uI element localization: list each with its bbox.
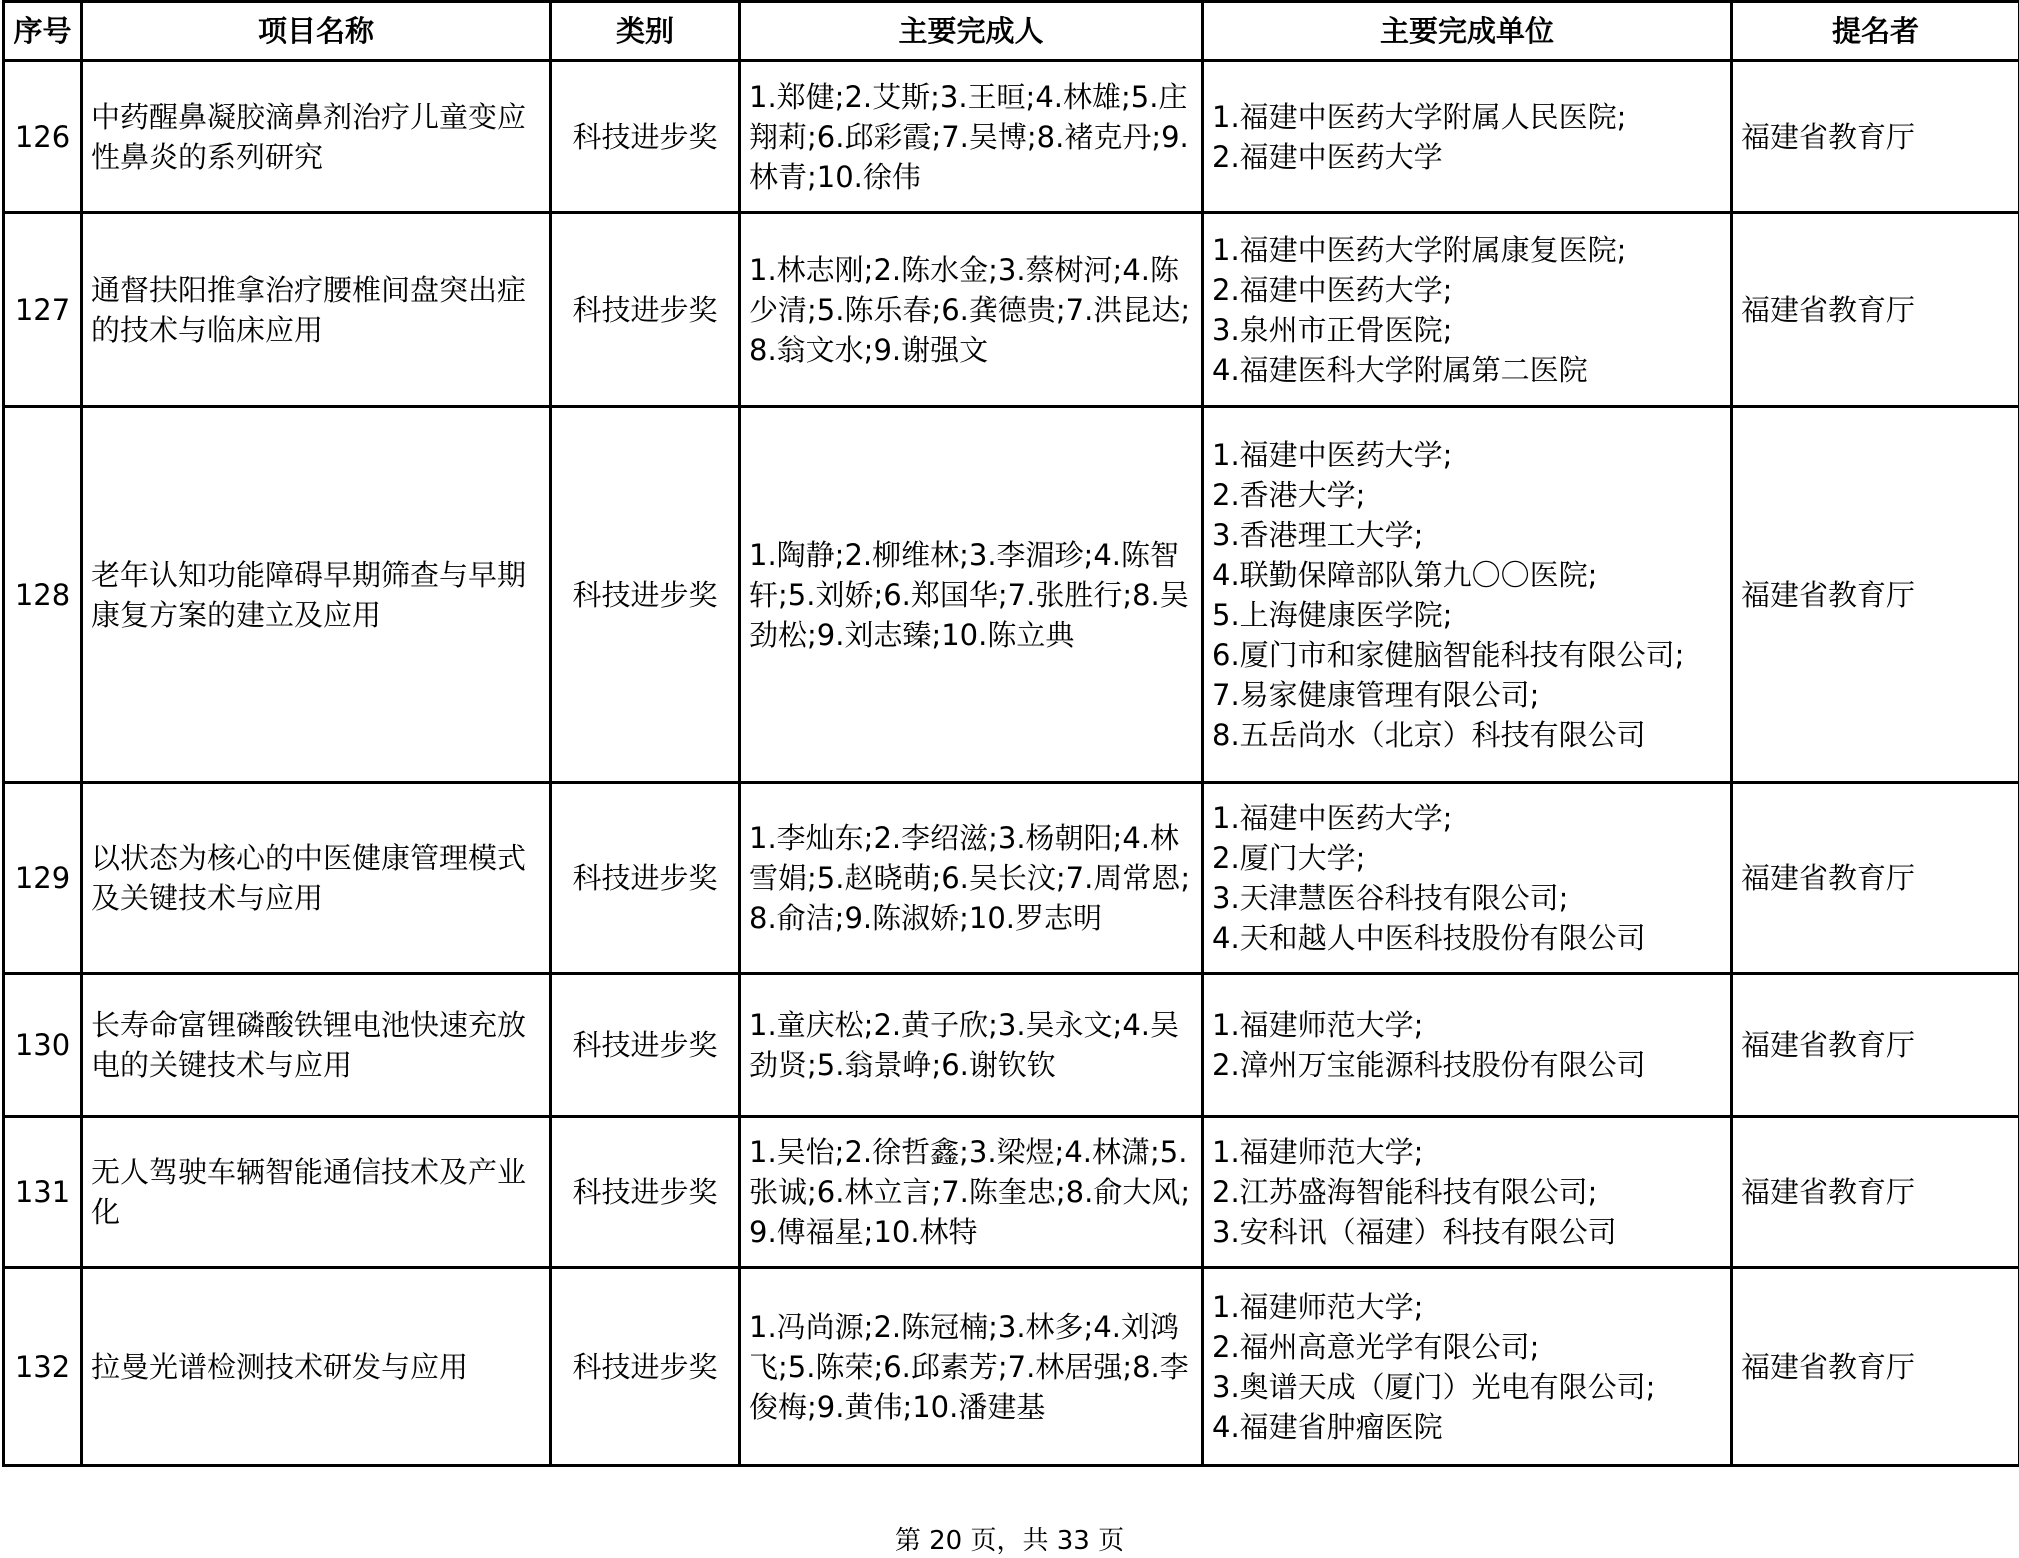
cell-seq: 127 <box>4 213 82 407</box>
unit-line: 7.易家健康管理有限公司; <box>1212 677 1540 712</box>
table-row <box>4 974 2019 1117</box>
cell-main-people: 1.童庆松;2.黄子欣;3.吴永文;4.吴劲贤;5.翁景峥;6.谢钦钦 <box>740 974 1203 1117</box>
cell-main-people: 1.林志刚;2.陈水金;3.蔡树河;4.陈少清;5.陈乐春;6.龚德贵;7.洪昆达;8.翁文水;9.谢强文 <box>740 213 1203 407</box>
page-number: 第 20 页，共 33 页 <box>894 1526 1125 1556</box>
unit-line: 3.泉州市正骨医院; <box>1212 312 1453 347</box>
unit-line: 3.天津慧医谷科技有限公司; <box>1212 881 1569 915</box>
cell-main-units <box>1203 213 1732 407</box>
unit-line: 6.厦门市和家健脑智能科技有限公司; <box>1212 637 1685 672</box>
cell-seq: 128 <box>4 407 82 783</box>
unit-line: 4.天和越人中医科技股份有限公司 <box>1212 921 1646 955</box>
cell-main-people: 1.李灿东;2.李绍滋;3.杨朝阳;4.林雪娟;5.赵晓萌;6.吴长汶;7.周常恩;8.俞洁;9.陈淑娇;10.罗志明 <box>740 783 1203 974</box>
unit-line: 3.奥谱天成（厦门）光电有限公司; <box>1212 1369 1656 1404</box>
unit-line: 2.福州高意光学有限公司; <box>1212 1329 1540 1364</box>
cell-project-name: 通督扶阳推拿治疗腰椎间盘突出症的技术与临床应用 <box>82 213 551 407</box>
cell-category: 科技进步奖 <box>551 213 740 407</box>
table-row <box>4 213 2019 407</box>
unit-line: 1.福建师范大学; <box>1212 1135 1424 1169</box>
unit-line: 2.福建中医药大学; <box>1212 272 1453 307</box>
header-seq: 序号 <box>4 2 82 61</box>
cell-category: 科技进步奖 <box>551 61 740 213</box>
unit-line: 2.漳州万宝能源科技股份有限公司 <box>1212 1048 1646 1082</box>
table-row <box>4 783 2019 974</box>
unit-line: 1.福建中医药大学附属康复医院; <box>1212 232 1627 267</box>
unit-line: 1.福建中医药大学; <box>1212 437 1453 472</box>
cell-category: 科技进步奖 <box>551 783 740 974</box>
cell-nominator: 福建省教育厅 <box>1732 1117 2019 1268</box>
unit-line: 2.江苏盛海智能科技有限公司; <box>1212 1175 1598 1209</box>
cell-main-people: 1.陶静;2.柳维林;3.李湄珍;4.陈智轩;5.刘娇;6.郑国华;7.张胜行;8.吴劲松;9.刘志臻;10.陈立典 <box>740 407 1203 783</box>
table-row <box>4 61 2019 213</box>
header-category: 类别 <box>551 2 740 61</box>
cell-seq: 132 <box>4 1268 82 1466</box>
unit-line: 2.厦门大学; <box>1212 841 1366 875</box>
unit-line: 4.福建医科大学附属第二医院 <box>1212 352 1588 387</box>
cell-category: 科技进步奖 <box>551 407 740 783</box>
cell-main-units <box>1203 61 1732 213</box>
unit-line: 4.联勤保障部队第九〇〇医院; <box>1212 557 1598 592</box>
cell-category: 科技进步奖 <box>551 1117 740 1268</box>
unit-line: 8.五岳尚水（北京）科技有限公司 <box>1212 717 1646 752</box>
unit-line: 1.福建师范大学; <box>1212 1289 1424 1324</box>
unit-line: 4.福建省肿瘤医院 <box>1212 1409 1443 1444</box>
cell-main-people: 1.冯尚源;2.陈冠楠;3.林多;4.刘鸿飞;5.陈荣;6.邱素芳;7.林居强;8.李俊梅;9.黄伟;10.潘建基 <box>740 1268 1203 1466</box>
unit-line: 1.福建中医药大学; <box>1212 801 1453 835</box>
header-project-name: 项目名称 <box>82 2 551 61</box>
awards-table <box>2 0 2019 1467</box>
cell-category: 科技进步奖 <box>551 1268 740 1466</box>
cell-nominator: 福建省教育厅 <box>1732 213 2019 407</box>
cell-nominator: 福建省教育厅 <box>1732 61 2019 213</box>
unit-line: 2.香港大学; <box>1212 477 1366 512</box>
cell-seq: 129 <box>4 783 82 974</box>
cell-project-name: 无人驾驶车辆智能通信技术及产业化 <box>82 1117 551 1268</box>
cell-main-units <box>1203 1117 1732 1268</box>
table-row <box>4 1117 2019 1268</box>
cell-project-name: 中药醒鼻凝胶滴鼻剂治疗儿童变应性鼻炎的系列研究 <box>82 61 551 213</box>
header-main-people: 主要完成人 <box>740 2 1203 61</box>
cell-seq: 130 <box>4 974 82 1117</box>
cell-main-people: 1.吴怡;2.徐哲鑫;3.梁煜;4.林潇;5.张诚;6.林立言;7.陈奎忠;8.俞大风;9.傅福星;10.林特 <box>740 1117 1203 1268</box>
cell-main-units <box>1203 974 1732 1117</box>
cell-nominator: 福建省教育厅 <box>1732 1268 2019 1466</box>
cell-nominator: 福建省教育厅 <box>1732 407 2019 783</box>
cell-project-name: 以状态为核心的中医健康管理模式及关键技术与应用 <box>82 783 551 974</box>
unit-line: 2.福建中医药大学 <box>1212 139 1443 174</box>
unit-line: 1.福建师范大学; <box>1212 1008 1424 1042</box>
cell-seq: 126 <box>4 61 82 213</box>
header-nominator: 提名者 <box>1732 2 2019 61</box>
cell-project-name: 长寿命富锂磷酸铁锂电池快速充放电的关键技术与应用 <box>82 974 551 1117</box>
cell-nominator: 福建省教育厅 <box>1732 783 2019 974</box>
cell-nominator: 福建省教育厅 <box>1732 974 2019 1117</box>
cell-main-people: 1.郑健;2.艾斯;3.王晅;4.林雄;5.庄翔莉;6.邱彩霞;7.吴博;8.褚克丹;9.林青;10.徐伟 <box>740 61 1203 213</box>
table-header-row <box>4 2 2019 61</box>
cell-seq: 131 <box>4 1117 82 1268</box>
cell-category: 科技进步奖 <box>551 974 740 1117</box>
header-main-units: 主要完成单位 <box>1203 2 1732 61</box>
cell-main-units <box>1203 783 1732 974</box>
unit-line: 5.上海健康医学院; <box>1212 597 1453 632</box>
table-row <box>4 1268 2019 1466</box>
cell-project-name: 拉曼光谱检测技术研发与应用 <box>82 1268 551 1466</box>
unit-line: 3.香港理工大学; <box>1212 517 1424 552</box>
unit-line: 3.安科讯（福建）科技有限公司 <box>1212 1215 1617 1249</box>
table-row <box>4 407 2019 783</box>
cell-main-units <box>1203 407 1732 783</box>
unit-line: 1.福建中医药大学附属人民医院; <box>1212 99 1627 134</box>
cell-project-name: 老年认知功能障碍早期筛查与早期康复方案的建立及应用 <box>82 407 551 783</box>
cell-main-units <box>1203 1268 1732 1466</box>
